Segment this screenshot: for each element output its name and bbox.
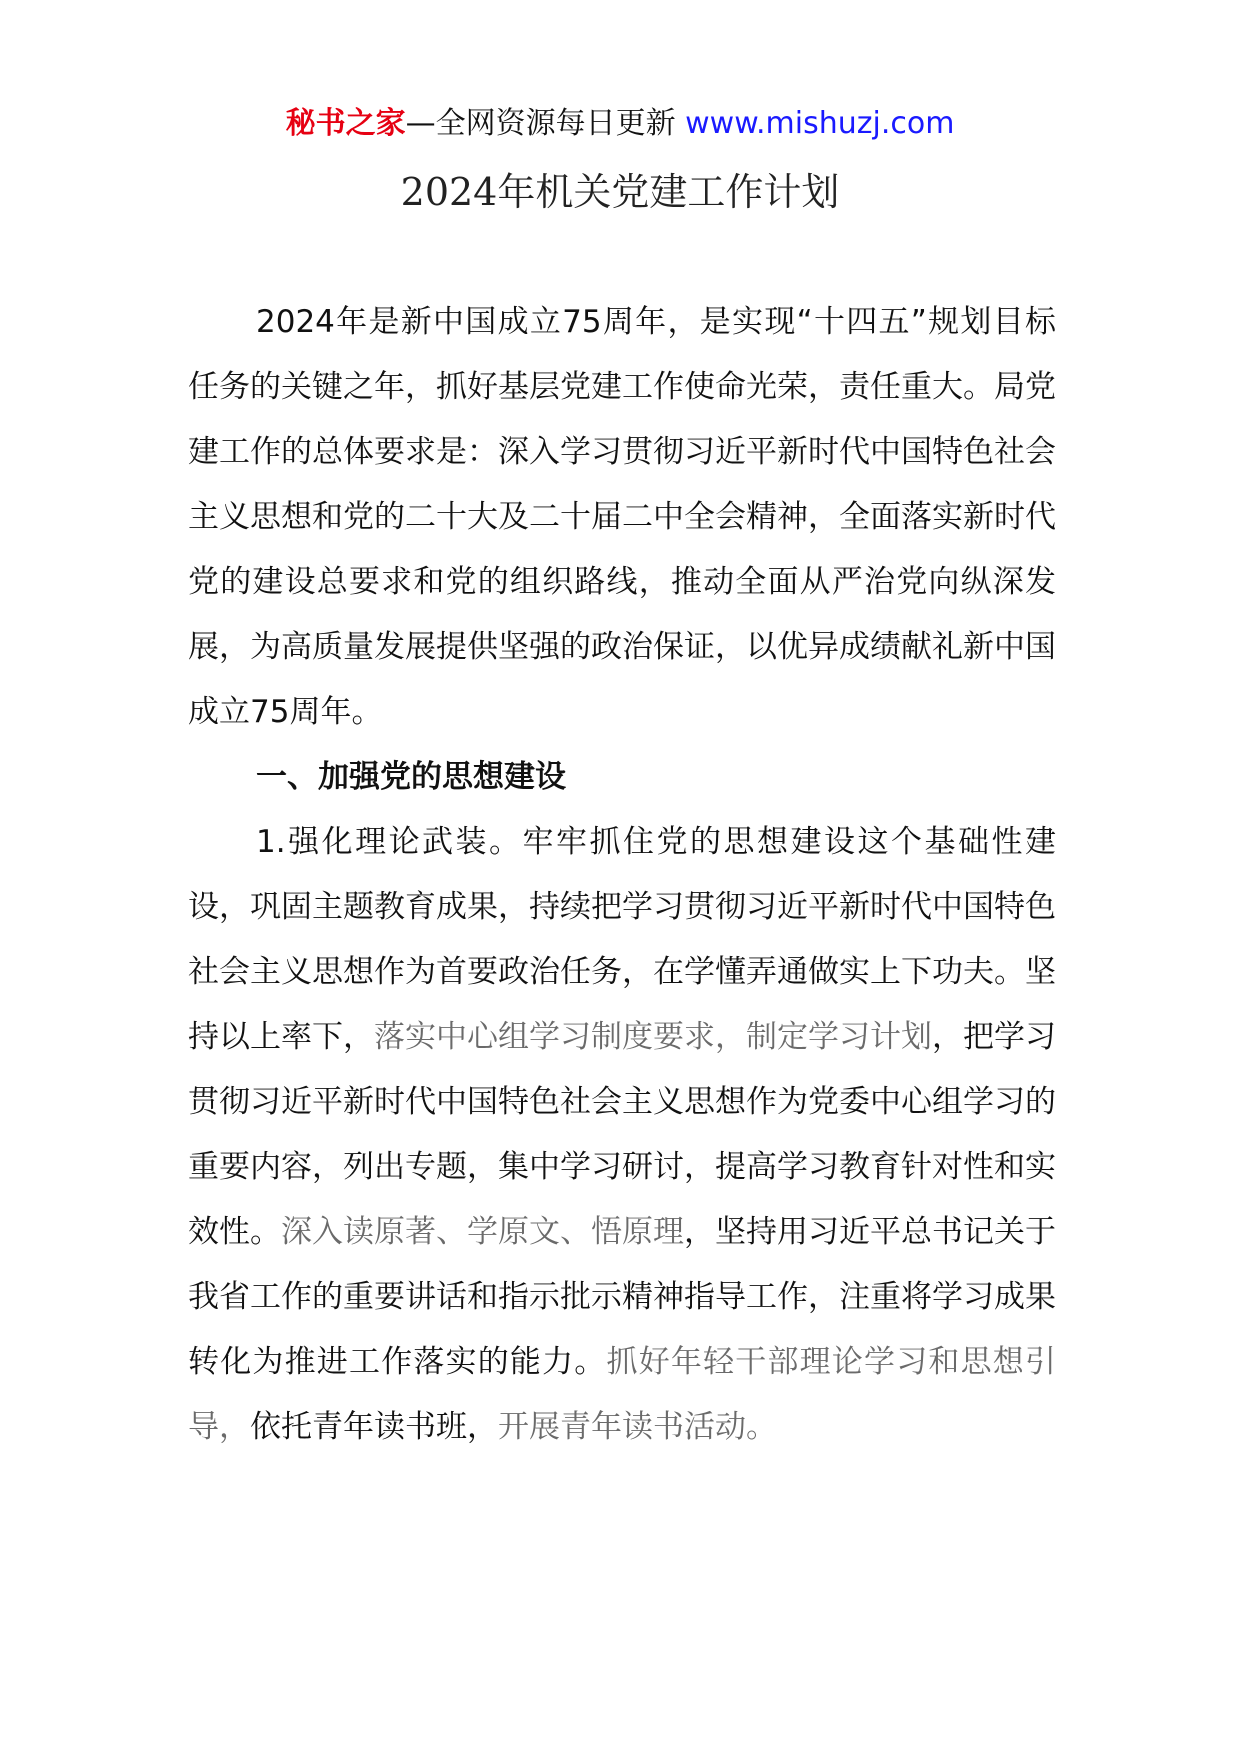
site-url-link[interactable]: www.mishuzj.com: [685, 106, 955, 141]
item-text-part1: 1.强化理论武装。牢牢抓住党的思想建设这个基础性建设，巩固主题教育成果，持续把学习贯彻习近平新时代中国特色社会主义思想作为首要政治任务，在学懂弄通做实上下功夫。坚持以上率下，: [188, 824, 1056, 1055]
item-text-part3: ，把学习贯彻习近平新时代中国特色社会主义思想作为党委中心组学习的重要内容，列出专题，集中学习研讨，提高学习教育针对性和实效性。: [188, 1019, 1056, 1250]
section-heading: 一、加强党的思想建设: [256, 759, 566, 795]
document-title: 2024年机关党建工作计划: [400, 170, 840, 214]
item-text-part8: 开展青年读书活动。: [498, 1409, 777, 1445]
banner-tagline: —全网资源每日更新: [405, 106, 676, 141]
item-text-part5: ，坚持用习近平总书记关于我省工作的重要讲话和指示批示精神指导工作，注重将学习成果转化为推进工作落实的能力。: [188, 1214, 1056, 1380]
item-text-part2: 落实中心组学习制度要求，制定学习计划: [374, 1019, 932, 1055]
intro-paragraph: 2024年是新中国成立75周年，是实现“十四五”规划目标任务的关键之年，抓好基层党建工作使命光荣，责任重大。局党建工作的总体要求是：深入学习贯彻习近平新时代中国特色社会主义思想和党的二十大及二十届二中全会精神，全面落实新时代党的建设总要求和党的组织路线，推动全面从严治党向纵深发展，为高质量发展提供坚强的政治保证，以优异成绩献礼新中国成立75周年。: [188, 304, 1056, 730]
item-text-part7: 依托青年读书班，: [250, 1409, 498, 1445]
header-banner: [0, 104, 1240, 144]
item-text-part6: 抓好年轻干部理论学习和思想引导，: [188, 1344, 1056, 1445]
item-text-part4: 深入读原著、学原文、悟原理: [281, 1214, 684, 1250]
document-body: [188, 290, 1056, 1460]
item-paragraph: [188, 810, 1056, 1460]
brand-name: 秘书之家: [285, 106, 406, 141]
